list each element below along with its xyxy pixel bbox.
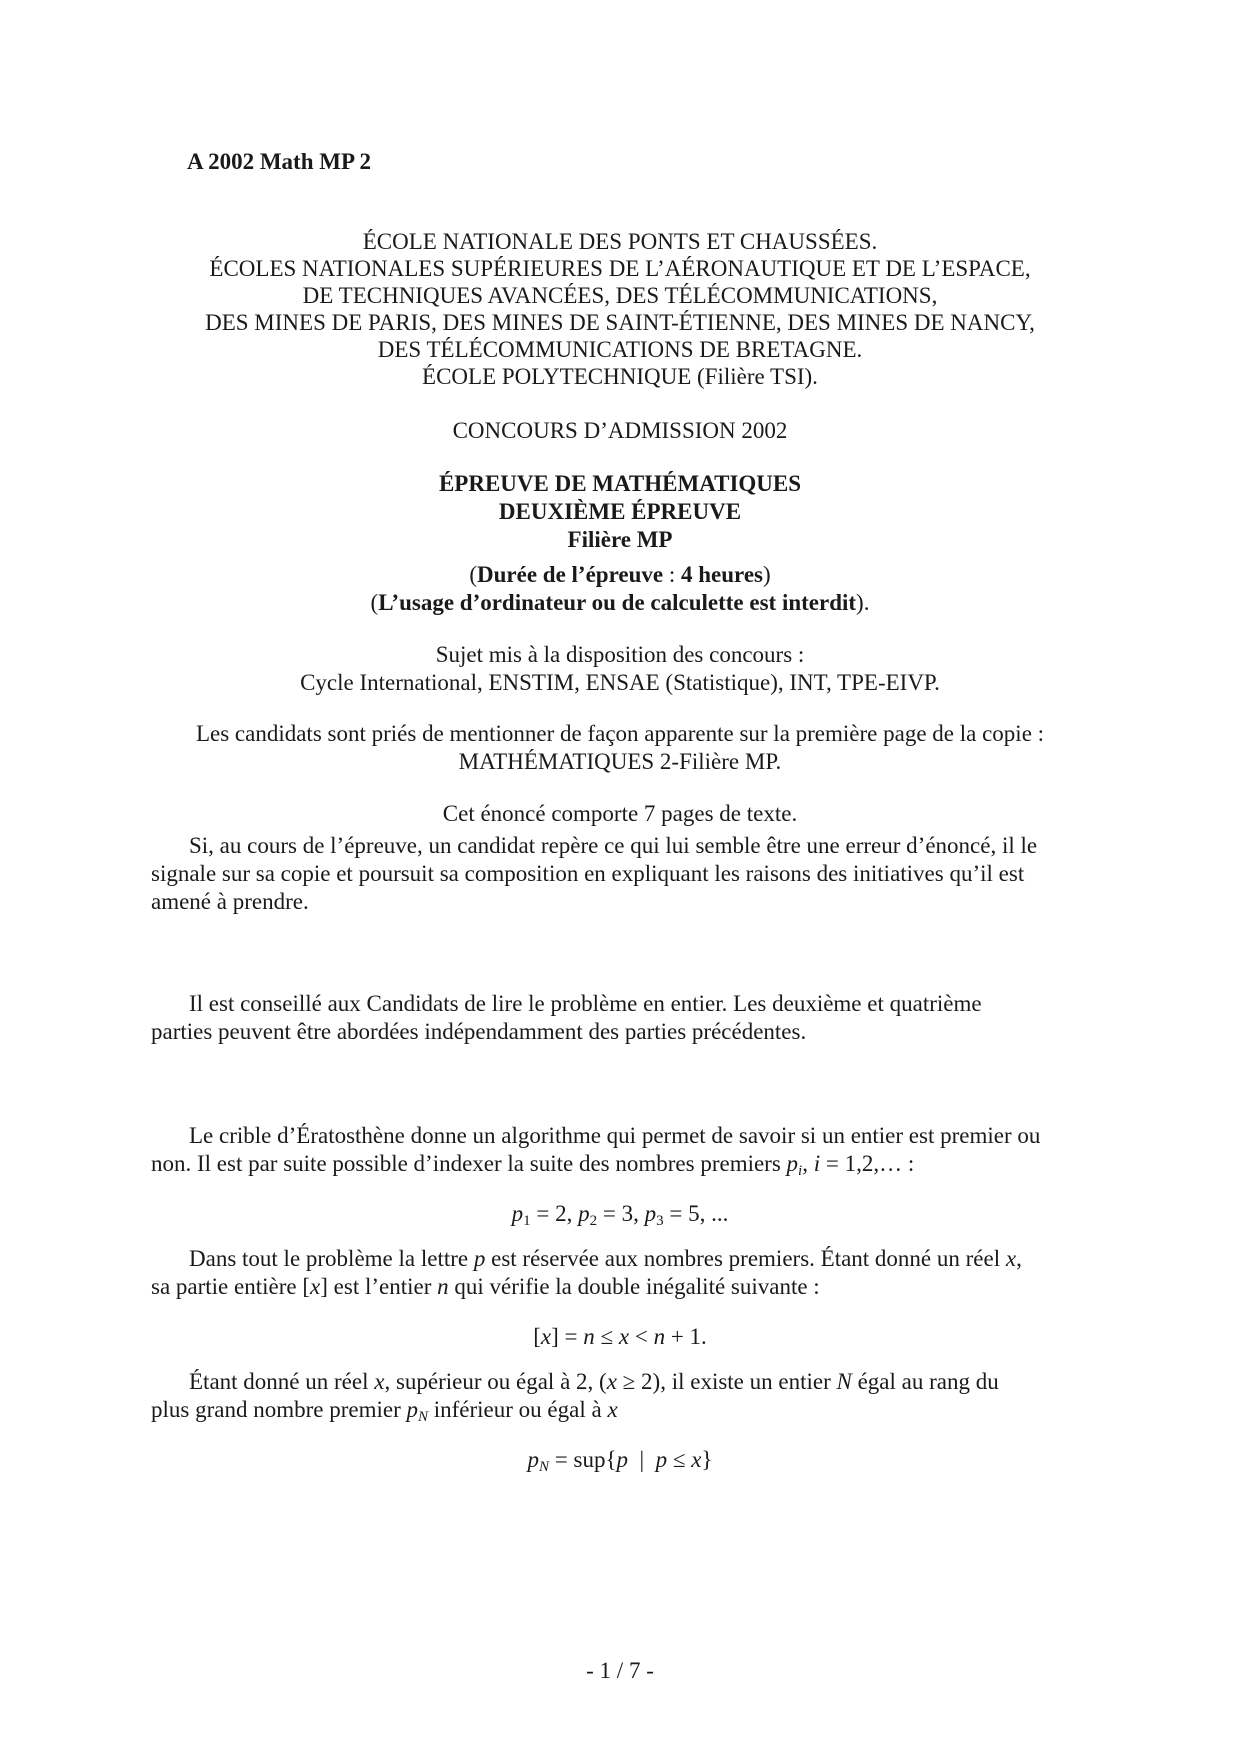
page-number: - 1 / 7 - xyxy=(586,1658,654,1683)
duree-label: Durée de l’épreuve xyxy=(477,562,664,587)
paragraph-reel xyxy=(151,1368,1091,1424)
equation-partie-entiere: [x] = n ≤ x < n + 1. xyxy=(533,1324,707,1349)
paragraph-line: non. Il est par suite possible d’indexer la suite des nombres premiers $p_i$, i = 1,2,… : xyxy=(151,1151,915,1179)
school-line: ÉCOLES NATIONALES SUPÉRIEURES DE L’AÉRONAUTIQUE ET DE L’ESPACE, xyxy=(209,256,1031,281)
sujet-line: Cycle International, ENSTIM, ENSAE (Statistique), INT, TPE-EIVP. xyxy=(300,670,940,695)
concours-title: CONCOURS D’ADMISSION 2002 xyxy=(452,418,788,443)
paragraph-line: parties peuvent être abordées indépendamment des parties précédentes. xyxy=(151,1019,807,1044)
mention-line: Les candidats sont priés de mentionner de façon apparente sur la première page de la copie : xyxy=(195,721,1045,746)
duree-line: (Durée de l’épreuve : 4 heures) xyxy=(469,562,771,587)
usage-text: L’usage d’ordinateur ou de calculette est interdit xyxy=(378,590,857,615)
equation-sup: $p_N = sup\{p$ | p ≤ x} xyxy=(527,1447,713,1475)
schools-block xyxy=(150,228,1090,390)
paragraph-line: signale sur sa copie et poursuit sa composition en expliquant les raisons des initiatives qu’il est xyxy=(151,861,1025,886)
epreuve-filiere: Filière MP xyxy=(567,527,673,552)
school-line: DE TECHNIQUES AVANCÉES, DES TÉLÉCOMMUNICATIONS, xyxy=(302,283,938,308)
math-i: i xyxy=(813,1151,821,1176)
sujet-block xyxy=(150,641,1090,697)
paragraph-crible xyxy=(151,1122,1091,1178)
paragraph-line: Le crible d’Ératosthène donne un algorithme qui permet de savoir si un entier est premier ou xyxy=(189,1123,1041,1148)
paragraph-line: plus grand nombre premier $p_N$ inférieur ou égal à x xyxy=(151,1397,618,1425)
duree-value: 4 heures xyxy=(680,562,763,587)
epreuve-conditions xyxy=(150,561,1090,617)
epreuve-title: ÉPREUVE DE MATHÉMATIQUES xyxy=(438,471,802,496)
paragraph-line: Il est conseillé aux Candidats de lire le problème en entier. Les deuxième et quatrième xyxy=(189,991,982,1016)
school-line: ÉCOLE POLYTECHNIQUE (Filière TSI). xyxy=(422,364,818,389)
school-line: DES MINES DE PARIS, DES MINES DE SAINT-ÉTIENNE, DES MINES DE NANCY, xyxy=(205,310,1035,335)
paragraph-line: amené à prendre. xyxy=(151,889,309,914)
sujet-line: Sujet mis à la disposition des concours : xyxy=(435,642,805,667)
usage-line: (L’usage d’ordinateur ou de calculette est interdit). xyxy=(370,590,870,615)
school-line: ÉCOLE NATIONALE DES PONTS ET CHAUSSÉES. xyxy=(362,229,878,254)
paragraph-text: non. Il est par suite possible d’indexer la suite des nombres premiers xyxy=(151,1151,781,1176)
mention-block xyxy=(150,720,1090,776)
equation-ellipsis: ... xyxy=(711,1201,729,1226)
paragraph-erreur xyxy=(151,832,1091,916)
paragraph-conseil xyxy=(151,990,1091,1046)
exam-code: A 2002 Math MP 2 xyxy=(187,149,371,174)
equation-primes: $p_1 = 2$, $p_2 = 3$, $p_3 = 5$, ... xyxy=(511,1201,729,1229)
paragraph-line: Étant donné un réel x, supérieur ou égal à 2, (x ≥ 2), il existe un entier N égal au rang du xyxy=(189,1369,999,1394)
pages-note: Cet énoncé comporte 7 pages de texte. xyxy=(442,801,798,826)
paragraph-lettre xyxy=(151,1245,1091,1301)
paragraph-line: Dans tout le problème la lettre p est réservée aux nombres premiers. Étant donné un réel x, xyxy=(189,1246,1022,1271)
paragraph-line: sa partie entière [x] est l’entier n qui vérifie la double inégalité suivante : xyxy=(151,1274,820,1299)
epreuve-block xyxy=(150,470,1090,554)
mention-line: MATHÉMATIQUES 2-Filière MP. xyxy=(458,749,782,774)
epreuve-subtitle: DEUXIÈME ÉPREUVE xyxy=(498,499,742,524)
school-line: DES TÉLÉCOMMUNICATIONS DE BRETAGNE. xyxy=(377,337,863,362)
math-pi: $p_i$ xyxy=(786,1151,803,1179)
paragraph-line: Si, au cours de l’épreuve, un candidat repère ce qui lui semble être une erreur d’énoncé, il le xyxy=(189,833,1038,858)
paragraph-text: = 1,2,… : xyxy=(825,1151,915,1176)
